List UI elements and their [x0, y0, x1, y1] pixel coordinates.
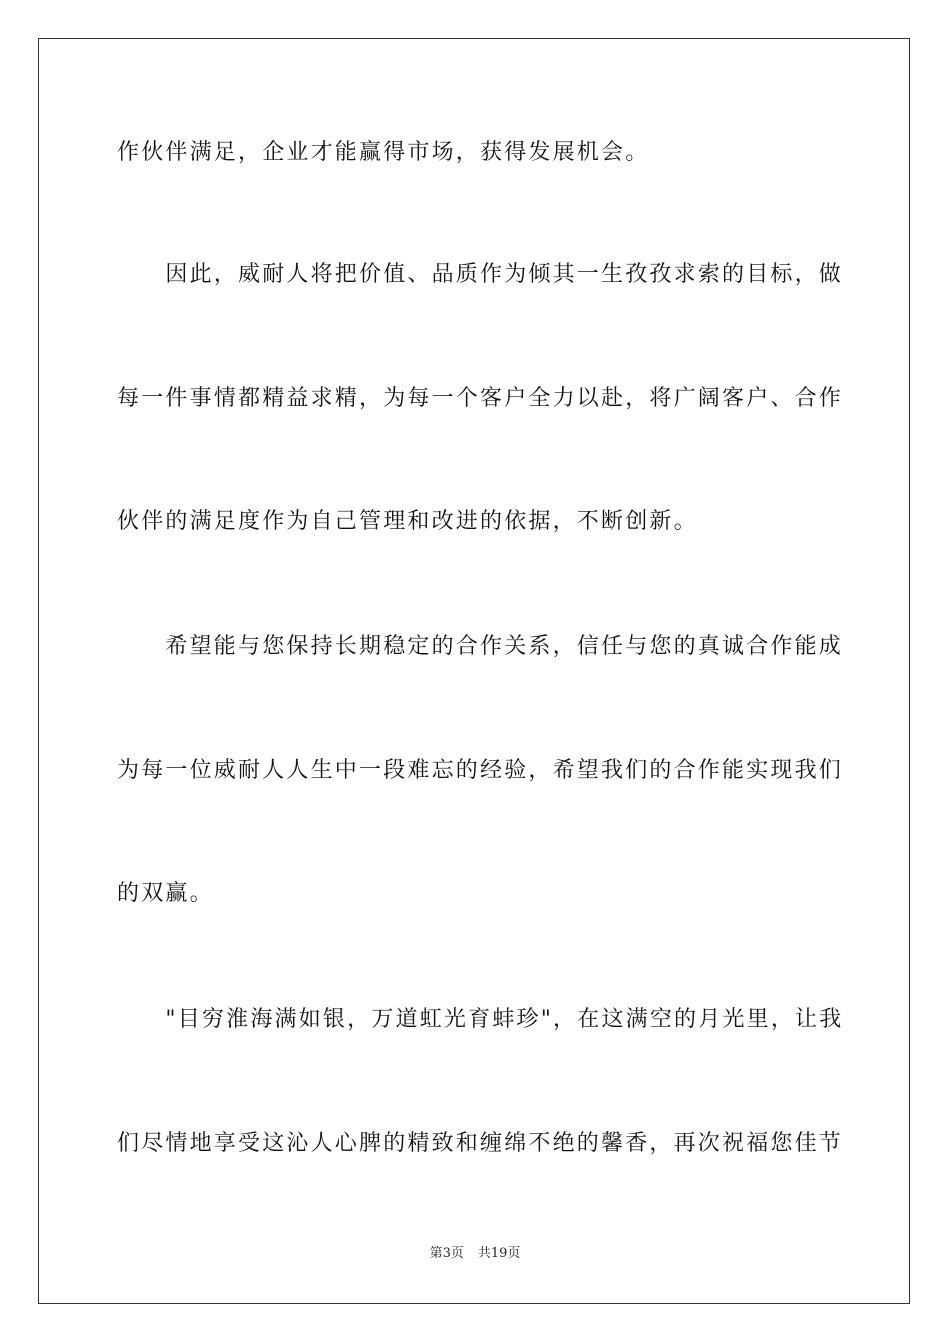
text-line: 因此，威耐人将把价值、品质作为倾其一生孜孜求索的目标，做	[117, 262, 844, 287]
text-line: 为每一位威耐人人生中一段难忘的经验，希望我们的合作能实现我们	[117, 758, 844, 783]
page-number: 第3页	[429, 1246, 464, 1261]
page-footer	[0, 1245, 950, 1263]
text-line: 希望能与您保持长期稳定的合作关系，信任与您的真诚合作能成	[117, 634, 844, 659]
text-line: 们尽情地享受这沁人心脾的精致和缠绵不绝的馨香，再次祝福您佳节	[117, 1131, 844, 1156]
text-line: 的双赢。	[117, 881, 214, 906]
text-line: "目穷淮海满如银，万道虹光育蚌珍"，在这满空的月光里，让我	[117, 1007, 844, 1032]
page-border	[38, 38, 910, 1304]
text-line: 每一件事情都精益求精，为每一个客户全力以赴，将广阔客户、合作	[117, 386, 844, 411]
text-line: 作伙伴满足，企业才能赢得市场，获得发展机会。	[117, 140, 650, 165]
total-pages: 共19页	[477, 1246, 521, 1261]
text-line: 伙伴的满足度作为自己管理和改进的依据，不断创新。	[117, 509, 698, 534]
